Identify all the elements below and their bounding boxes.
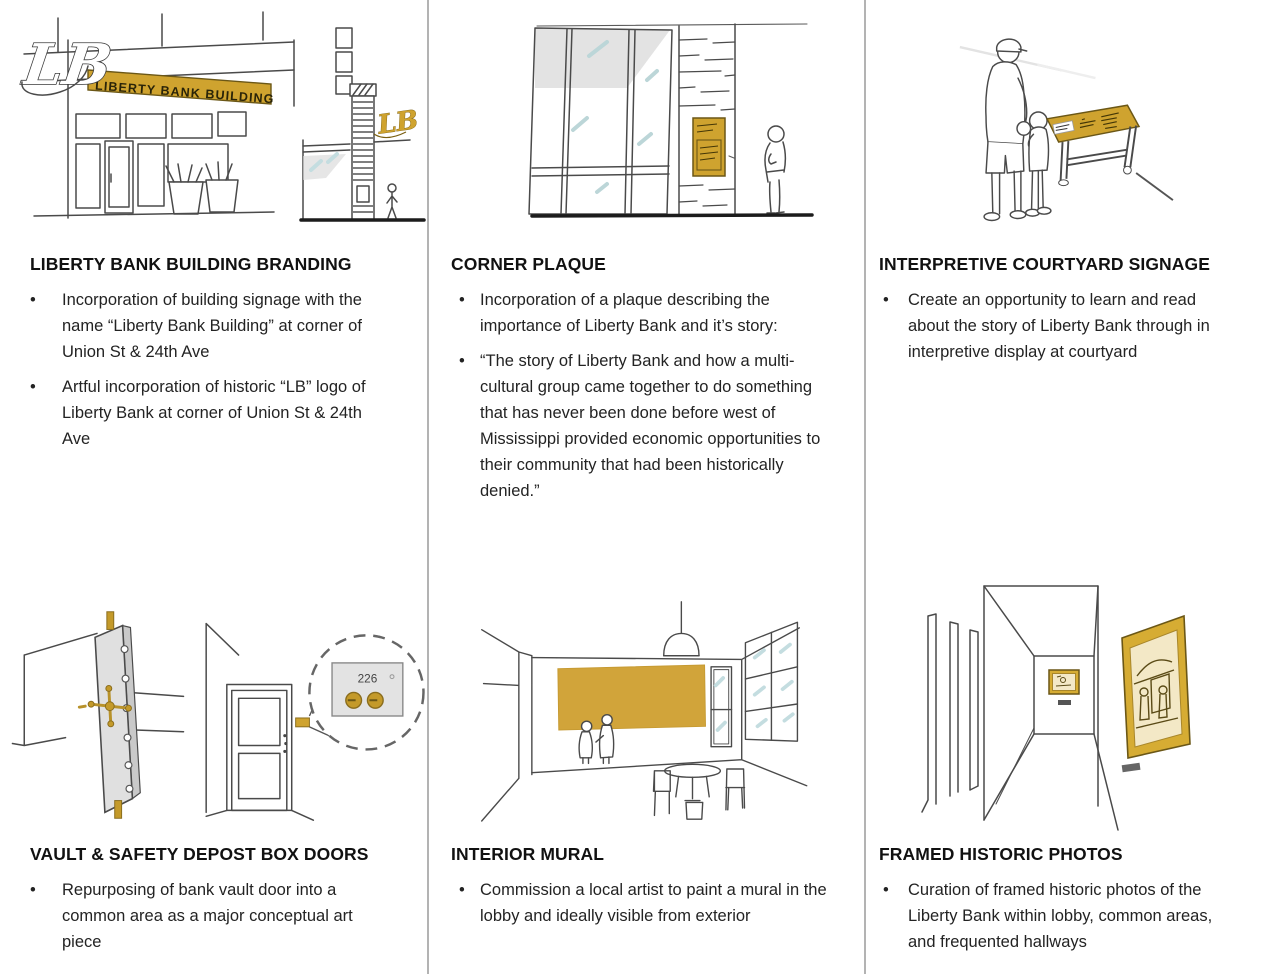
vault-illustration [0,560,427,834]
bullet-list [429,877,864,929]
building-sign-text: LIBERTY BANK BUILDING [94,78,276,107]
bullet-text: Incorporation of a plaque describing the importance of Liberty Bank and it’s story: [480,291,778,335]
framed-photo-large [1122,616,1190,772]
bullet-item [0,287,427,365]
panel-title: LIBERTY BANK BUILDING BRANDING [30,254,352,274]
bullet-text: Curation of framed historic photos of the Liberty Bank within lobby, common areas, and frequented hallways [908,881,1213,951]
panel-branding [0,0,427,560]
hallway-door [206,685,313,821]
corner-plaque-sketch [477,10,897,235]
bullet-marker: • [459,352,465,370]
vault-door-sketch [4,598,428,834]
panel-framed-photos [866,560,1286,955]
framed-photo-small [1049,670,1079,705]
bullet-marker: • [30,291,36,309]
bullet-marker: • [30,881,36,899]
bullet-marker: • [883,291,889,309]
panel-interior-mural [429,560,864,929]
bullet-item [866,287,1286,365]
hallway-photos-sketch [866,568,1272,834]
panel-title: INTERIOR MURAL [451,844,605,864]
bullet-item [429,287,864,339]
pedestrian [387,184,397,218]
bullet-list [0,877,427,955]
plaque [693,118,734,176]
bullet-item [0,374,427,452]
corner-tower [301,28,424,220]
deposit-box-callout [309,635,423,749]
bullet-list [866,287,1286,365]
bullet-item [429,348,864,504]
corner-plaque-illustration [429,10,864,248]
windows [711,622,797,746]
lb-blade-sign [374,105,420,140]
bullet-item [0,877,427,955]
bullet-list [866,877,1286,955]
panel-title: INTERPRETIVE COURTYARD SIGNAGE [879,254,1211,274]
lb-blade-text: LB [376,105,421,141]
bullet-text: Commission a local artist to paint a mural in the lobby and ideally visible from exterior [480,881,827,925]
bullet-text: Repurposing of bank vault door into a common area as a major conceptual art piece [62,881,353,951]
bullet-marker: • [883,881,889,899]
person-viewing [765,126,785,213]
column-left [0,0,429,974]
mural [558,665,706,730]
framed-photos-illustration [866,560,1286,834]
hallway [922,586,1118,830]
panel-title: VAULT & SAFETY DEPOST BOX DOORS [30,844,369,864]
panel-vault [0,560,427,955]
table-and-chairs [654,764,745,819]
courtyard-signage-illustration [866,10,1286,248]
panel-title: CORNER PLAQUE [451,254,606,274]
panel-corner-plaque [429,0,864,560]
lb-logo-text: LB [19,32,116,98]
bullet-text: Incorporation of building signage with the name “Liberty Bank Building” at corner of Union St & 24th Ave [62,291,362,361]
column-middle [429,0,866,974]
bullet-text: Artful incorporation of historic “LB” logo of Liberty Bank at corner of Union St & 24th Ave [62,378,366,448]
panel-title: FRAMED HISTORIC PHOTOS [879,844,1123,864]
interior-mural-sketch [465,600,855,834]
column-right [866,0,1286,974]
vault-door [79,612,140,819]
deposit-box-plate [296,718,310,727]
bullet-text: Create an opportunity to learn and read about the story of Liberty Bank through in interpretive display at courtyard [908,291,1210,361]
adult-figure [984,39,1030,220]
planters [166,162,238,214]
bullet-marker: • [459,291,465,309]
bullet-marker: • [459,881,465,899]
panel-courtyard-signage [866,0,1286,560]
storefront-sketch [6,10,426,238]
bullet-list [0,287,427,452]
branding-illustration [0,10,427,248]
bullet-list [429,287,864,504]
interpretive-sign [1047,105,1173,200]
bullet-item [866,877,1286,955]
pendant-lamp [664,602,699,656]
bullet-marker: • [30,378,36,396]
box-number: 226 [357,671,378,686]
bullet-item [429,877,864,929]
interpretive-signage-sketch [886,20,1272,235]
lb-script-logo [18,32,116,98]
bullet-text: “The story of Liberty Bank and how a multi-cultural group came together to do something that has never been done before west of Mississippi provided economic opportunities to their community that had been historically denied.” [480,352,821,500]
mural-illustration [429,560,864,834]
